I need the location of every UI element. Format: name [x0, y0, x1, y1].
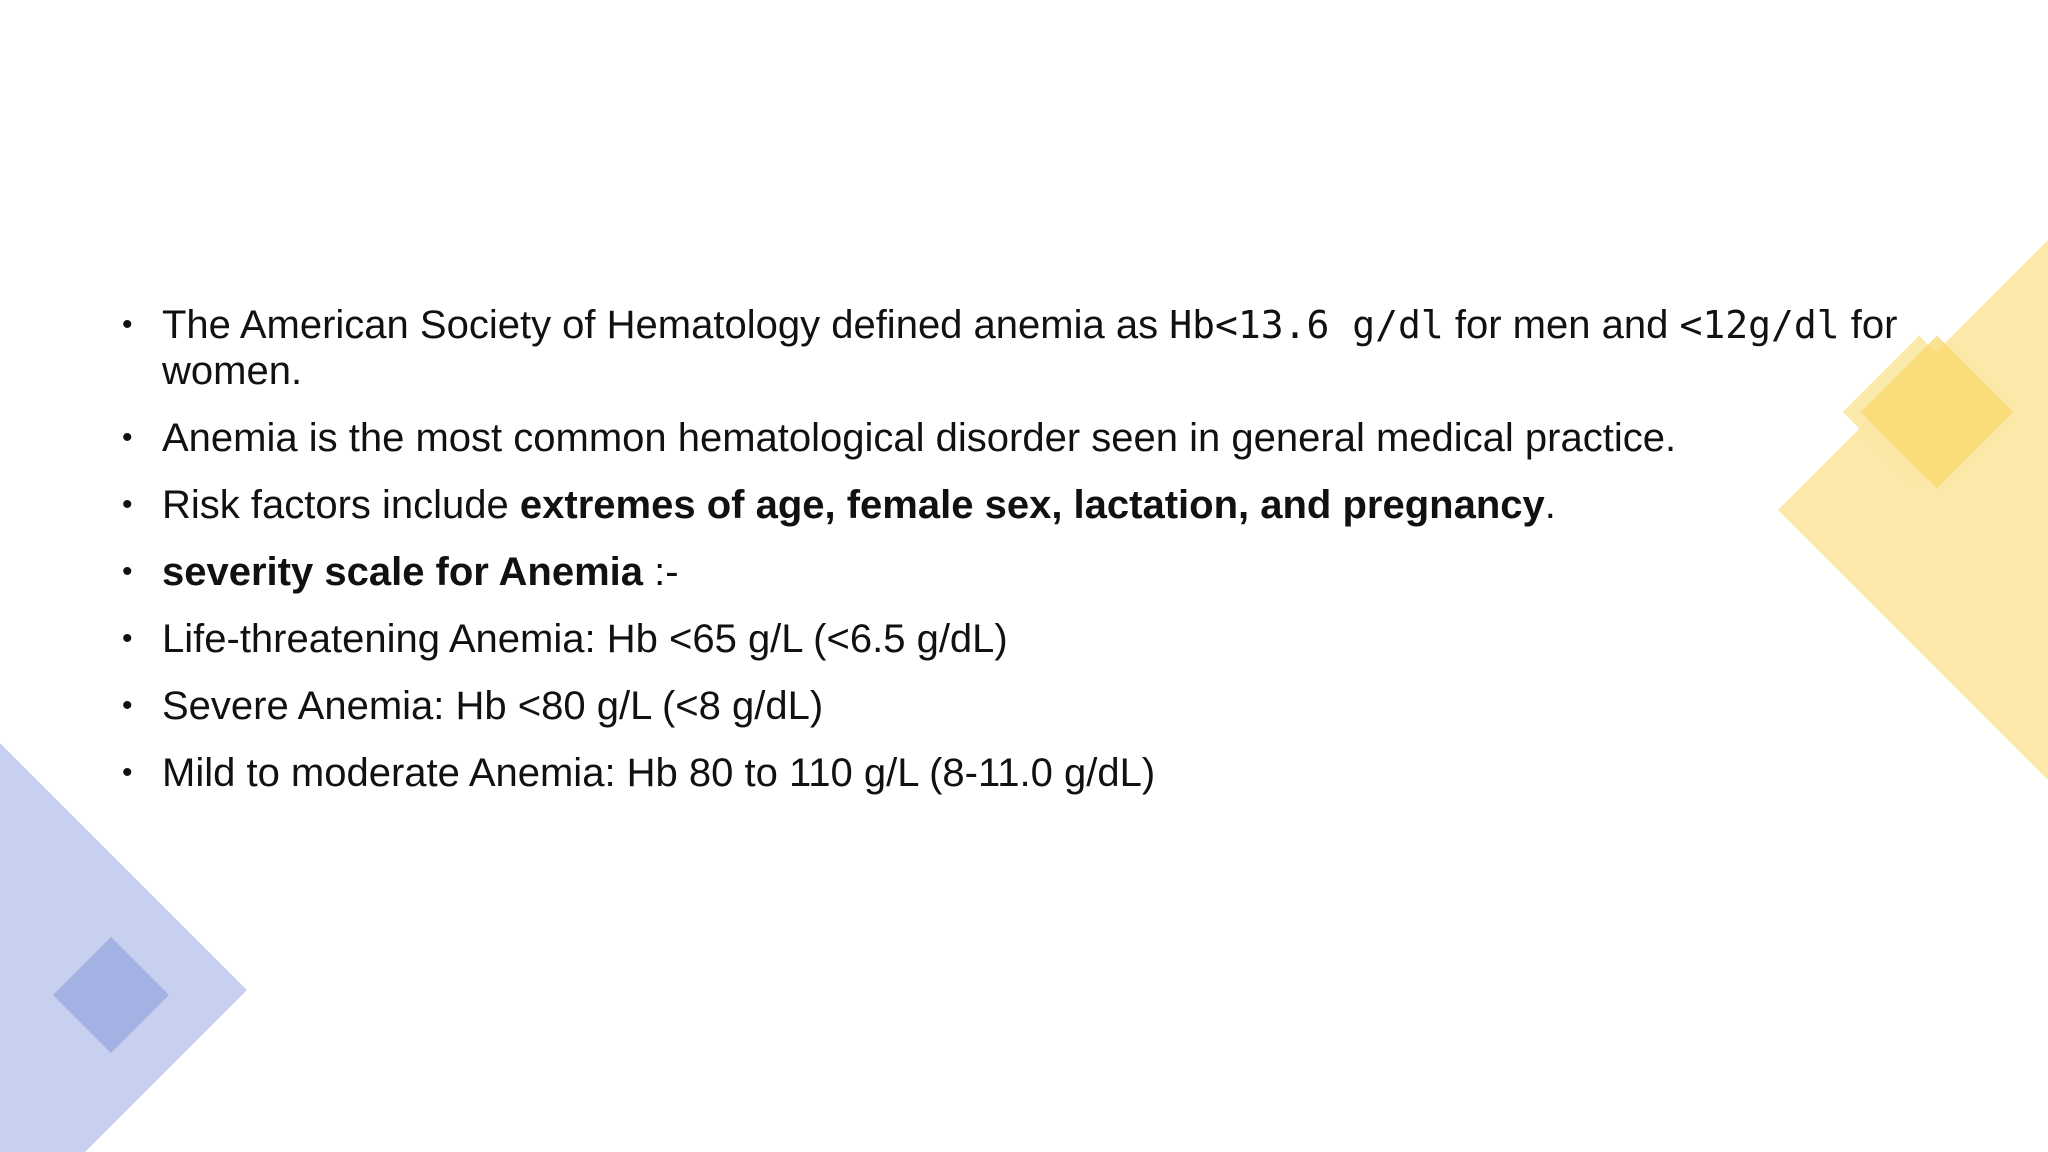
bullet-mark: •: [122, 555, 133, 588]
bullet-item-severe: [118, 683, 1898, 729]
risk-factors-suffix: .: [1544, 483, 1556, 527]
bullet-item-life-threatening: [118, 616, 1898, 662]
men-threshold: Hb<13.6 g/dl: [1169, 303, 1444, 347]
bullet-mark: •: [122, 622, 133, 655]
mild-moderate-text: Mild to moderate Anemia: Hb 80 to 110 g/L (8-11.0 g/dL): [162, 751, 1156, 795]
severity-heading: severity scale for Anemia: [162, 550, 643, 594]
bullet-mark: •: [122, 308, 133, 341]
bullet-mark: •: [122, 488, 133, 521]
bullet-item-definition: [118, 302, 1898, 394]
risk-factors-prefix: Risk factors include: [162, 483, 520, 527]
bullet-item-prevalence: [118, 415, 1898, 461]
bullet-mark: •: [122, 421, 133, 454]
risk-factors-list: extremes of age, female sex, lactation, and pregnancy: [519, 483, 1545, 527]
women-threshold: <12g/dl: [1679, 303, 1840, 347]
bullet-list: [118, 302, 1898, 817]
severe-text: Severe Anemia: Hb <80 g/L (<8 g/dL): [162, 684, 824, 728]
definition-connector: for men and: [1443, 303, 1680, 347]
definition-end: for women.: [162, 303, 1898, 393]
bullet-mark: •: [122, 689, 133, 722]
bullet-item-risk-factors: [118, 482, 1898, 528]
bullet-item-mild-moderate: [118, 750, 1898, 796]
severity-heading-suffix: :-: [643, 550, 679, 594]
bullet-item-severity-heading: [118, 549, 1898, 595]
definition-text: The American Society of Hematology defined anemia as: [162, 303, 1170, 347]
life-threatening-text: Life-threatening Anemia: Hb <65 g/L (<6.5 g/dL): [162, 617, 1008, 661]
bullet-mark: •: [122, 756, 133, 789]
prevalence-text: Anemia is the most common hematological disorder seen in general medical practice.: [162, 416, 1677, 460]
